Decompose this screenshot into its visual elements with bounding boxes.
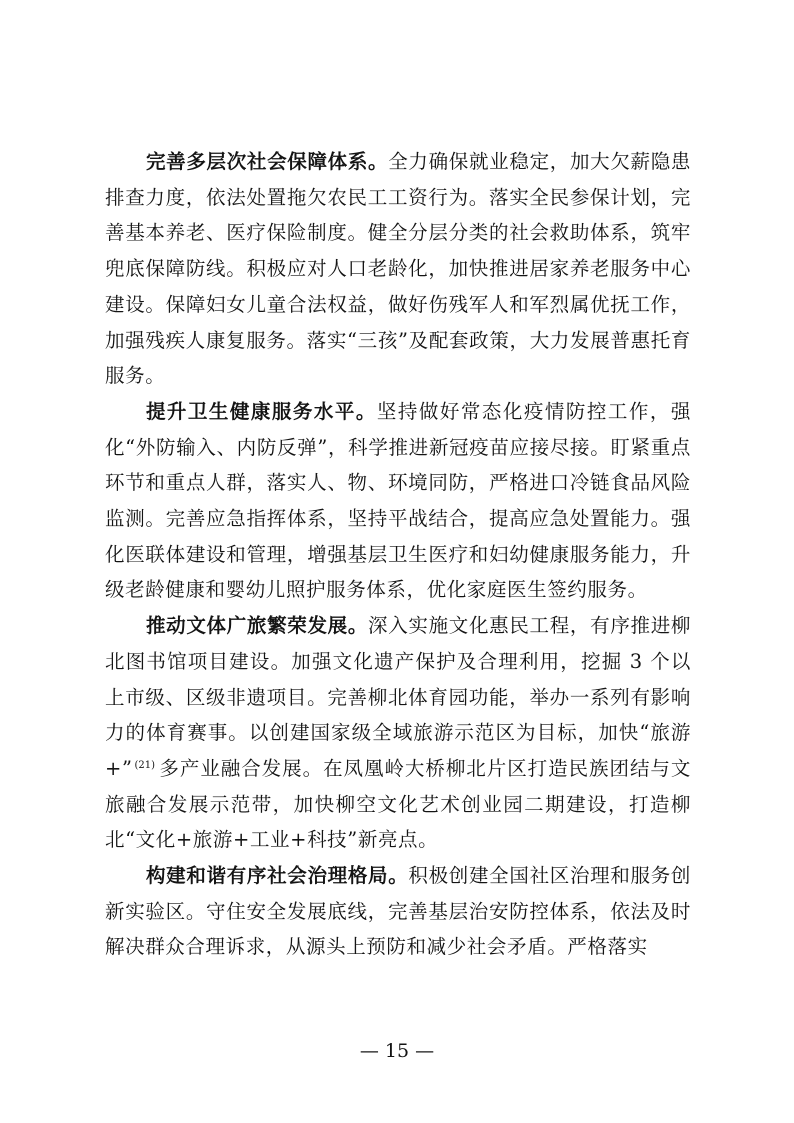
footnote-marker: (21) — [134, 759, 156, 771]
body-text — [105, 144, 691, 965]
paragraph-heading: 完善多层次社会保障体系。 — [145, 150, 389, 173]
paragraph-health-services — [105, 394, 691, 608]
paragraph-social-security — [105, 144, 691, 394]
paragraph-heading: 构建和谐有序社会治理格局。 — [145, 864, 409, 888]
paragraph-text-continued: 多产业融合发展。在凤凰岭大桥柳北片区打造民族团结与文旅融合发展示范带，加快柳空文化艺术创业园二期建设，打造柳北“文化+旅游+工业+科技”新亮点。 — [105, 756, 691, 852]
paragraph-culture-tourism — [105, 608, 691, 858]
paragraph-text: 坚持做好常态化疫情防控工作，强化“外防输入、内防反弹”，科学推进新冠疫苗应接尽接。盯紧重点环节和重点人群，落实人、物、环境同防，严格进口冷链食品风险监测。完善应急指挥体系，坚持平战结合，提高应急处置能力。强化医联体建设和管理，增强基层卫生医疗和妇幼健康服务能力，升级老龄健康和婴幼儿照护服务体系，优化家庭医生签约服务。 — [105, 399, 691, 602]
paragraph-text: 深入实施文化惠民工程，有序推进柳北图书馆项目建设。加强文化遗产保护及合理利用，挖掘 3 个以上市级、区级非遗项目。完善柳北体育园功能，举办一系列有影响力的体育赛事。以创建国家级全域旅游示范区为目标，加快“旅游+” — [105, 614, 691, 780]
paragraph-heading: 推动文体广旅繁荣发展。 — [145, 614, 369, 638]
paragraph-text: 全力确保就业稳定，加大欠薪隐患排查力度，依法处置拖欠农民工工资行为。落实全民参保计划，完善基本养老、医疗保险制度。健全分层分类的社会救助体系，筑牢兜底保障防线。积极应对人口老龄化，加快推进居家养老服务中心建设。保障妇女儿童合法权益，做好伤残军人和军烈属优抚工作，加强残疾人康复服务。落实“三孩”及配套政策，大力发展普惠托育服务。 — [105, 150, 691, 388]
page-number: — 15 — — [359, 1040, 435, 1062]
paragraph-social-governance — [105, 858, 691, 965]
paragraph-text: 积极创建全国社区治理和服务创新实验区。守住安全发展底线，完善基层治安防控体系，依法及时解决群众合理诉求，从源头上预防和减少社会矛盾。严格落实 — [105, 864, 691, 959]
paragraph-heading: 提升卫生健康服务水平。 — [145, 399, 377, 423]
